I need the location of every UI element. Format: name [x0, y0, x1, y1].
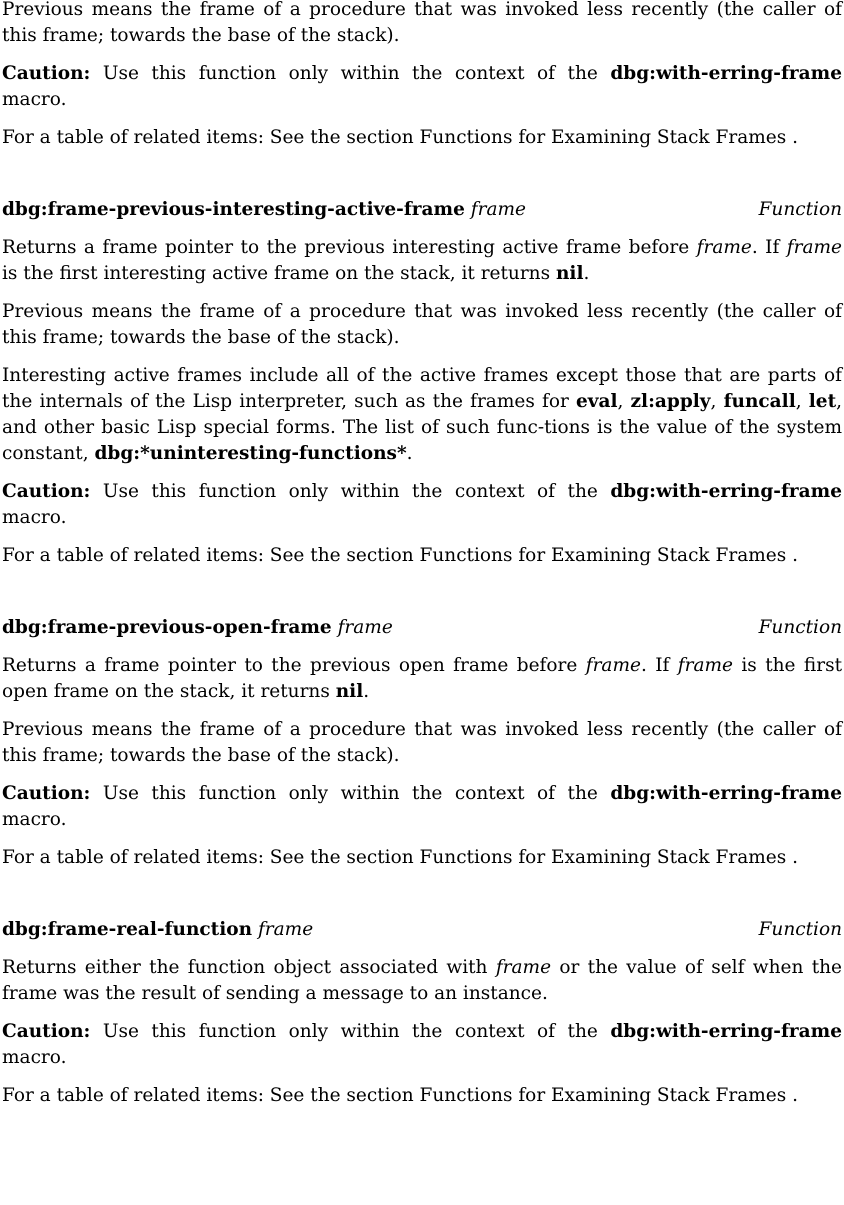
macro-name: dbg:with-erring-frame: [610, 783, 842, 804]
previous-note: Previous means the frame of a procedure that was invoked less recently (the caller of this frame; towards the base of the stack).: [2, 0, 842, 46]
caution-paragraph: Caution: Use this function only within the context of the dbg:with-erring-frame macro.: [2, 481, 842, 528]
function-arg: frame: [257, 919, 314, 940]
function-arg: frame: [337, 617, 393, 638]
caution-paragraph: Caution: Use this function only within the context of the dbg:with-erring-frame macro.: [2, 63, 842, 110]
related-items: For a table of related items: See the section Functions for Examining Stack Frames .: [2, 1085, 798, 1106]
previous-note: Previous means the frame of a procedure that was invoked less recently (the caller of this frame; towards the base of the stack).: [2, 301, 842, 348]
macro-name: dbg:with-erring-frame: [610, 1021, 842, 1042]
caution-paragraph: Caution: Use this function only within the context of the dbg:with-erring-frame macro.: [2, 783, 842, 830]
function-description: Returns a frame pointer to the previous interesting active frame before frame. If frame is the first interesting active frame on the stack, it returns nil.: [2, 237, 842, 284]
function-name: dbg:frame-real-function: [2, 919, 253, 940]
related-items: For a table of related items: See the section Functions for Examining Stack Frames .: [2, 127, 798, 148]
function-name: dbg:frame-previous-interesting-active-frame: [2, 199, 465, 220]
interesting-frames-note: Interesting active frames include all of the active frames except those that are parts of the internals of the Lisp interpreter, such as the frames for eval, zl:apply, funcall, let, and other basic Lisp special forms. The list of such func-tions is the value of the system constant, dbg:*uninteresting-functions*.: [2, 365, 842, 464]
previous-note: Previous means the frame of a procedure that was invoked less recently (the caller of this frame; towards the base of the stack).: [2, 719, 842, 766]
caution-paragraph: Caution: Use this function only within the context of the dbg:with-erring-frame macro.: [2, 1021, 842, 1068]
function-name: dbg:frame-previous-open-frame: [2, 617, 332, 638]
related-items: For a table of related items: See the section Functions for Examining Stack Frames .: [2, 545, 798, 566]
function-header: [2, 917, 842, 943]
macro-name: dbg:with-erring-frame: [610, 481, 842, 502]
function-category: Function: [758, 919, 842, 940]
function-category: Function: [758, 199, 842, 220]
macro-name: dbg:with-erring-frame: [610, 63, 842, 84]
function-description: Returns a frame pointer to the previous open frame before frame. If frame is the first open frame on the stack, it returns nil.: [2, 655, 842, 702]
function-header: [2, 615, 842, 641]
documentation-page: [2, 0, 842, 1109]
caution-label: Caution:: [2, 783, 91, 804]
function-arg: frame: [470, 199, 526, 220]
function-category: Function: [758, 617, 842, 638]
related-items: For a table of related items: See the section Functions for Examining Stack Frames .: [2, 847, 798, 868]
function-header: [2, 197, 842, 223]
caution-label: Caution:: [2, 1021, 91, 1042]
caution-label: Caution:: [2, 63, 91, 84]
caution-label: Caution:: [2, 481, 91, 502]
function-description: Returns either the function object associated with frame or the value of self when the frame was the result of sending a message to an instance.: [2, 957, 843, 1004]
